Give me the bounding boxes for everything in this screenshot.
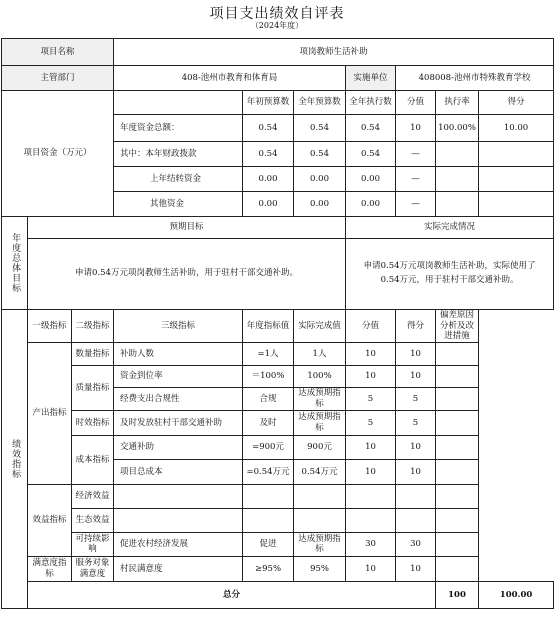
- project-name: 项岗教师生活补助: [114, 39, 554, 66]
- perf-deviation: [436, 459, 479, 484]
- perf-header: 一级指标: [28, 310, 72, 343]
- funds-rate: 100.00%: [436, 115, 479, 142]
- funds-annual: 0.00: [294, 167, 346, 192]
- funds-header: 年初预算数: [243, 91, 294, 115]
- perf-header: 分值: [346, 310, 396, 343]
- total-label: 总分: [28, 581, 436, 608]
- perf-actual: 达成预期指标: [294, 387, 346, 410]
- funds-exec: 0.54: [346, 115, 396, 142]
- perf-actual: [294, 484, 346, 508]
- perf-l3: 及时发放驻村干部交通补助: [114, 410, 243, 435]
- perf-l2: 时效指标: [72, 410, 114, 435]
- funds-exec: 0.00: [346, 192, 396, 217]
- funds-header: 执行率: [436, 91, 479, 115]
- perf-row: [2, 410, 554, 435]
- perf-weight: 30: [346, 532, 396, 556]
- total-score: 100.00: [479, 581, 554, 608]
- perf-row: [2, 508, 554, 532]
- funds-rate: [436, 142, 479, 167]
- evaluation-table: [1, 38, 554, 609]
- perf-target: [243, 508, 294, 532]
- perf-score: 10: [396, 365, 436, 387]
- perf-target: 促进: [243, 532, 294, 556]
- funds-score: [479, 192, 554, 217]
- perf-actual: 100%: [294, 365, 346, 387]
- perf-l2: 经济效益: [72, 484, 114, 508]
- perf-label: 绩效指标: [2, 310, 28, 609]
- actual-result: 申请0.54万元项岗教师生活补助，实际使用了0.54万元，用于驻村干部交通补助。: [346, 239, 554, 310]
- perf-row: [2, 435, 554, 459]
- perf-header: 年度指标值: [243, 310, 294, 343]
- funds-annual: 0.54: [294, 115, 346, 142]
- perf-l2: 成本指标: [72, 435, 114, 484]
- perf-score: [396, 508, 436, 532]
- perf-deviation: [436, 556, 479, 581]
- funds-weight: —: [396, 192, 436, 217]
- funds-header: 全年预算数: [294, 91, 346, 115]
- perf-target: ≥95%: [243, 556, 294, 581]
- perf-l3: 经费支出合规性: [114, 387, 243, 410]
- perf-deviation: [436, 532, 479, 556]
- perf-l3: 项目总成本: [114, 459, 243, 484]
- project-name-label: 项目名称: [2, 39, 114, 66]
- page-title: 项目支出绩效自评表: [209, 6, 345, 22]
- expected-goal: 申请0.54万元项岗教师生活补助，用于驻村干部交通补助。: [28, 239, 346, 310]
- funds-exec: 0.00: [346, 167, 396, 192]
- perf-target: =1人: [243, 342, 294, 365]
- perf-l3: 促进农村经济发展: [114, 532, 243, 556]
- perf-score: 10: [396, 342, 436, 365]
- perf-l3: 资金到位率: [114, 365, 243, 387]
- perf-l3: 村民满意度: [114, 556, 243, 581]
- impl-unit-value: 408008-池州市特殊教育学校: [396, 66, 554, 91]
- funds-score: 10.00: [479, 115, 554, 142]
- perf-actual: 900元: [294, 435, 346, 459]
- perf-deviation: [436, 435, 479, 459]
- perf-score: [396, 484, 436, 508]
- funds-score: [479, 167, 554, 192]
- perf-weight: 10: [346, 435, 396, 459]
- total-weight: 100: [436, 581, 479, 608]
- funds-score: [479, 142, 554, 167]
- perf-row: [2, 365, 554, 387]
- funds-weight: 10: [396, 115, 436, 142]
- benefit-label: 效益指标: [28, 484, 72, 556]
- perf-weight: [346, 484, 396, 508]
- perf-target: ＝100%: [243, 365, 294, 387]
- funds-weight: —: [396, 167, 436, 192]
- perf-weight: 10: [346, 342, 396, 365]
- perf-score: 10: [396, 459, 436, 484]
- report-year: （2024年度）: [250, 21, 304, 30]
- funds-initial: 0.00: [243, 192, 294, 217]
- perf-weight: 10: [346, 459, 396, 484]
- perf-score: 10: [396, 556, 436, 581]
- perf-score: 10: [396, 435, 436, 459]
- perf-deviation: [436, 365, 479, 387]
- perf-target: 及时: [243, 410, 294, 435]
- perf-row: [2, 342, 554, 365]
- perf-actual: 1人: [294, 342, 346, 365]
- perf-header: 偏差原因分析及改进措施: [436, 310, 479, 343]
- perf-row: [2, 484, 554, 508]
- perf-target: =0.54万元: [243, 459, 294, 484]
- perf-l2: 可持续影响: [72, 532, 114, 556]
- perf-score: 5: [396, 410, 436, 435]
- satisfaction-label: 满意度指标: [28, 556, 72, 581]
- funds-initial: 0.00: [243, 167, 294, 192]
- perf-l2: 生态效益: [72, 508, 114, 532]
- perf-l3: [114, 508, 243, 532]
- perf-deviation: [436, 508, 479, 532]
- dept-label: 主管部门: [2, 66, 114, 91]
- funds-annual: 0.54: [294, 142, 346, 167]
- perf-actual: 0.54万元: [294, 459, 346, 484]
- perf-actual: 达成预期指标: [294, 410, 346, 435]
- perf-weight: 10: [346, 556, 396, 581]
- perf-l2: 数量指标: [72, 342, 114, 365]
- perf-actual: 达成预期指标: [294, 532, 346, 556]
- perf-l3: [114, 484, 243, 508]
- funds-label-text: 项目资金（万元）: [23, 148, 92, 159]
- funds-row-name: 其中：本年财政拨款: [114, 142, 243, 167]
- perf-actual: 95%: [294, 556, 346, 581]
- funds-row-name: 其他资金: [114, 192, 243, 217]
- perf-weight: 5: [346, 387, 396, 410]
- perf-score: 5: [396, 387, 436, 410]
- perf-row: [2, 556, 554, 581]
- funds-weight: —: [396, 142, 436, 167]
- funds-exec: 0.54: [346, 142, 396, 167]
- funds-header-blank: [114, 91, 243, 115]
- funds-header: 得分: [479, 91, 554, 115]
- funds-initial: 0.54: [243, 142, 294, 167]
- perf-weight: [346, 508, 396, 532]
- goals-label: 年度总体目标: [2, 217, 28, 310]
- perf-weight: 5: [346, 410, 396, 435]
- perf-header: 得分: [396, 310, 436, 343]
- funds-header: 分值: [396, 91, 436, 115]
- perf-score: 30: [396, 532, 436, 556]
- perf-target: [243, 484, 294, 508]
- perf-l3: 交通补助: [114, 435, 243, 459]
- funds-row-name: 上年结转资金: [114, 167, 243, 192]
- funds-label: [2, 91, 114, 217]
- dept-value: 408-池州市教育和体育局: [114, 66, 346, 91]
- funds-rate: [436, 167, 479, 192]
- funds-initial: 0.54: [243, 115, 294, 142]
- perf-row: [2, 532, 554, 556]
- perf-actual: [294, 508, 346, 532]
- perf-header: 三级指标: [114, 310, 243, 343]
- funds-row-name: 年度资金总额：: [114, 115, 243, 142]
- perf-header: 实际完成值: [294, 310, 346, 343]
- funds-rate: [436, 192, 479, 217]
- perf-deviation: [436, 410, 479, 435]
- expected-goal-header: 预期目标: [28, 217, 346, 239]
- perf-deviation: [436, 484, 479, 508]
- perf-deviation: [436, 387, 479, 410]
- perf-target: 合规: [243, 387, 294, 410]
- total-row: [2, 581, 554, 608]
- impl-unit-label: 实施单位: [346, 66, 396, 91]
- perf-weight: 10: [346, 365, 396, 387]
- actual-result-header: 实际完成情况: [346, 217, 554, 239]
- perf-l2: 质量指标: [72, 365, 114, 410]
- perf-target: =900元: [243, 435, 294, 459]
- funds-annual: 0.00: [294, 192, 346, 217]
- output-label: 产出指标: [28, 342, 72, 484]
- perf-l3: 补助人数: [114, 342, 243, 365]
- perf-l2: 服务对象满意度: [72, 556, 114, 581]
- perf-header: 二级指标: [72, 310, 114, 343]
- perf-deviation: [436, 342, 479, 365]
- funds-header: 全年执行数: [346, 91, 396, 115]
